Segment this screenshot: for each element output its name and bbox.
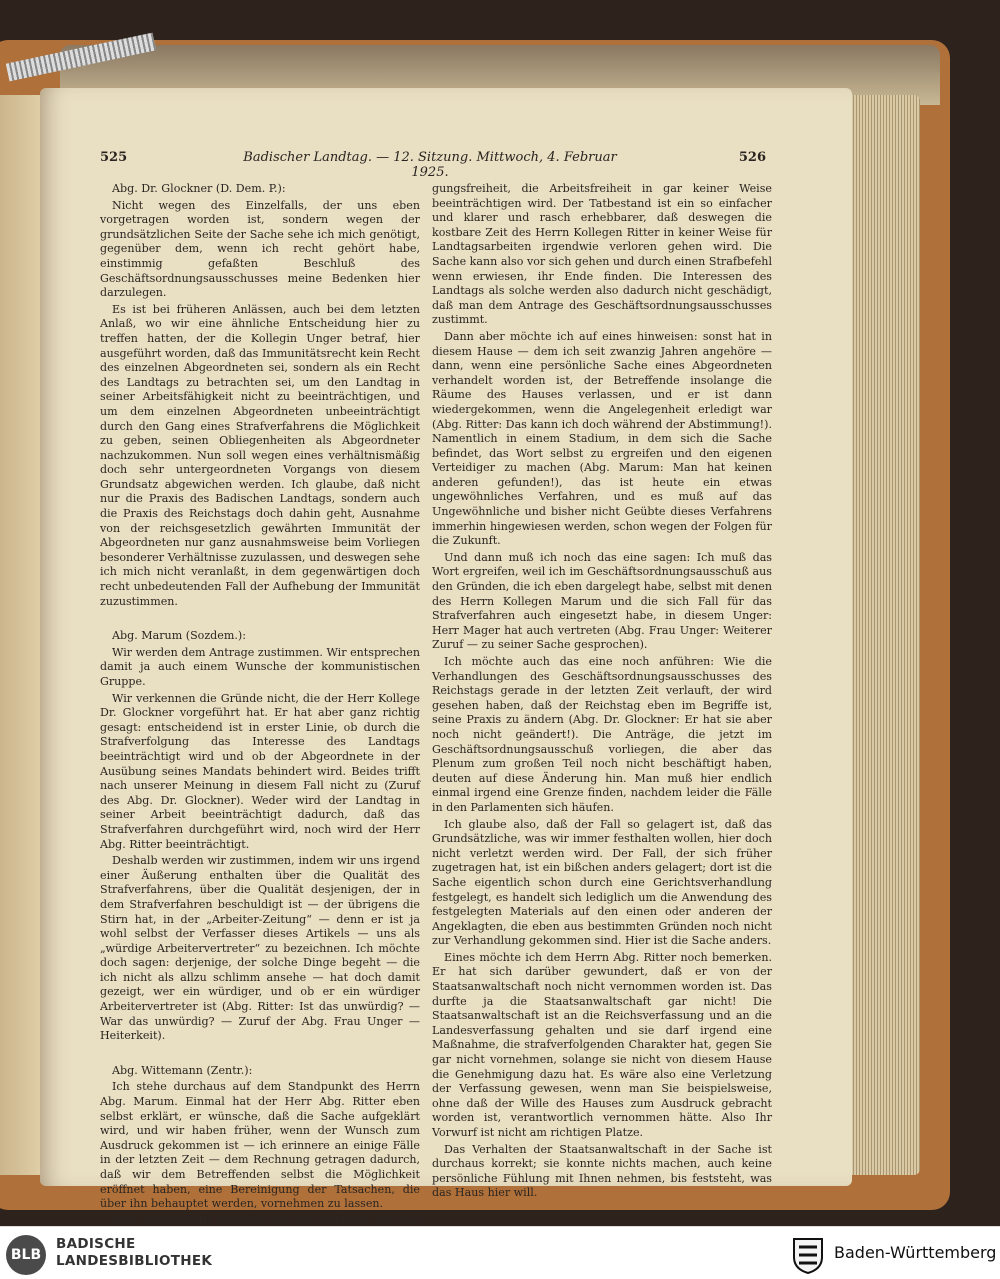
right-column	[432, 182, 772, 1203]
library-name-line1: BADISCHE	[56, 1236, 136, 1252]
document-page	[40, 88, 852, 1226]
paragraph: Ich möchte auch das eine noch anführen: Wie die Verhandlungen des Geschäftsordnungsausschusses des Reichstags gerade in der letzten Zeit verlauft, der wird gesehen haben, daß der Reichstag eben im Begriffe ist, seine Praxis zu ändern (Abg. Dr. Glockner: Er hat sie aber noch nicht geändert!). Die Anträge, die jetzt im Geschäftsordnungsausschuß vorliegen, die aber das Plenum zum großen Teil noch nicht beschäftigt haben, deuten auf diese Änderung hin. Man muß hier endlich einmal irgend eine Grenze finden, nachdem leider die Fälle in den Parlamenten sich häufen.	[432, 655, 772, 814]
paragraph: gungsfreiheit, die Arbeitsfreiheit in gar keiner Weise beeinträchtigen wird. Der Tatbestand ist ein so einfacher und klarer und rasch erhebbarer, daß deswegen die kostbare Zeit des Herrn Kollegen Ritter in keiner Weise für Landtagsarbeiten irgendwie verloren gehen wird. Die Sache kann also vor sich gehen und durch einen Strafbefehl wenn erwiesen, ihr Ende finden. Die Interessen des Landtags als solche werden also dadurch nicht geschädigt, daß man dem Antrage des Geschäftsordnungsausschusses zustimmt.	[432, 182, 772, 327]
paragraph: Es ist bei früheren Anlässen, auch bei dem letzten Anlaß, wo wir eine ähnliche Entscheidung hier zu treffen hatten, der die Kollegin Unger betraf, hier ausgeführt worden, daß das Immunitätsrecht kein Recht des einzelnen Abgeordneten sei, sondern als ein Recht des Landtags zu betrachten sei, um den Landtag in seiner Arbeitsfähigkeit nicht zu beeinträchtigen, und um dem einzelnen Abgeordneten unbeeinträchtigt durch den Gang eines Strafverfahrens die Möglichkeit zu geben, seinen Obliegenheiten als Abgeordneter nachzukommen. Nun soll wegen eines verhältnismäßig doch sehr untergeordneten Vorgangs von diesem Grundsatz abgewichen werden. Ich glaube, daß nicht nur die Praxis des Badischen Landtags, sondern auch die Praxis des Reichstags doch dahin geht, Ausnahme von der reichsgesetzlich gewährten Immunität der Abgeordneten nur ganz ausnahmsweise beim Vorliegen besonderer Verhältnisse zuzulassen, und deswegen sehe ich mich nicht veranlaßt, in dem gegenwärtigen doch recht unbedeutenden Fall der Aufhebung der Immunität zuzustimmen.	[100, 302, 420, 608]
paragraph: Wir werden dem Antrage zustimmen. Wir entsprechen damit ja auch einem Wunsche der kommunistischen Gruppe.	[100, 645, 420, 688]
paragraph: Deshalb werden wir zustimmen, indem wir uns irgend einer Äußerung enthalten über die Qualität des Strafverfahrens, über die Qualität desjenigen, der in dem Strafverfahren beschuldigt ist — der übrigens die Stirn hat, in der „Arbeiter-Zeitung“ — denn er ist ja wohl selbst der Verfasser dieses Artikels — uns als „würdige Arbeitervertreter“ zu bezeichnen. Ich möchte doch sagen: derjenige, der solche Dinge begeht — die ich nicht als allzu schlimm ansehe — hat doch damit gezeigt, wer ein würdiger, und ob er ein würdiger Arbeitervertreter ist (Abg. Ritter: Ist das unwürdig? — War das unwürdig? — Zuruf der Abg. Frau Unger — Heiterkeit).	[100, 854, 420, 1043]
page-edges	[848, 95, 920, 1175]
speaker-heading: Abg. Dr. Glockner (D. Dem. P.):	[112, 182, 286, 195]
speaker-heading: Abg. Marum (Sozdem.):	[112, 629, 246, 643]
paragraph: Das Verhalten der Staatsanwaltschaft in der Sache ist durchaus korrekt; sie konnte nichts machen, auch keine persönliche Fühlung mit Ihnen nehmen, bis feststeht, was das Haus hier will.	[432, 1142, 772, 1200]
library-name[interactable]	[56, 1236, 212, 1270]
page-number-left: 525	[100, 150, 128, 165]
paragraph: Ich glaube also, daß der Fall so gelagert ist, daß das Grundsätzliche, was wir immer festhalten wollen, hier doch nicht verletzt werden wird. Der Fall, der sich früher zugetragen hat, ist ein bißchen anders gelagert; dort ist die Sache eigentlich schon durch eine Gerichtsverhandlung festgelegt, es handelt sich lediglich um die Anwendung des festgelegten Materials auf den einen oder anderen der Angeklagten, die eben aus bestimmten Gründen noch nicht zur Verhandlung gekommen sind. Hier ist die Sache anders.	[432, 817, 772, 948]
baden-wuerttemberg-coat-of-arms-icon[interactable]	[790, 1235, 826, 1275]
paragraph: Nicht wegen des Einzelfalls, der uns eben vorgetragen worden ist, sondern wegen der grundsätzlichen Seite der Sache sehe ich mich genötigt, gegenüber dem, wenn ich recht gehört habe, einstimmig gefaßten Beschluß des Geschäftsordnungsausschusses meine Bedenken hier darzulegen.	[100, 198, 420, 300]
partner-name[interactable]: Baden-Württemberg	[834, 1243, 997, 1262]
running-header	[100, 150, 766, 180]
blb-logo-icon[interactable]: BLB	[6, 1235, 46, 1275]
paragraph: Wir verkennen die Gründe nicht, die der Herr Kollege Dr. Glockner vorgeführt hat. Er hat aber ganz richtig gesagt: entscheidend ist in erster Linie, ob durch die Strafverfolgung das Interesse des Landtags beeinträchtigt wird und ob der Abgeordnete in der Ausübung seines Mandats behindert wird. Beides trifft nach unserer Meinung in diesem Fall nicht zu (Zuruf des Abg. Dr. Glockner). Weder wird der Landtag in seiner Arbeit beeinträchtigt dadurch, daß das Strafverfahren durchgeführt wird, noch wird der Herr Abg. Ritter beeinträchtigt.	[100, 691, 420, 851]
viewer-footer	[0, 1226, 1000, 1279]
speaker-heading: Abg. Wittemann (Zentr.):	[112, 1063, 253, 1077]
library-name-line2: LANDESBIBLIOTHEK	[56, 1253, 213, 1269]
paragraph: Ich stehe durchaus auf dem Standpunkt des Herrn Abg. Marum. Einmal hat der Herr Abg. Ritter eben selbst erklärt, er wünsche, daß die Sache aufgeklärt wird, und wir haben früher, wenn der Wunsch zum Ausdruck gekommen ist — ich erinnere an einige Fälle in der letzten Zeit — dem Rechnung getragen dadurch, daß wir dem Betreffenden selbst die Möglichkeit eröffnet haben, eine Bereinigung der Tatsachen, die über ihn behauptet werden, vornehmen zu lassen.	[100, 1080, 420, 1211]
paragraph: Und dann muß ich noch das eine sagen: Ich muß das Wort ergreifen, weil ich im Geschäftsordnungsausschuß aus den Gründen, die ich eben dargelegt habe, selbst mit denen des Herrn Kollegen Marum und die sich Fall für das Strafverfahren auch eingesetzt habe, in diesem Unger: Herr Mager hat auch vertreten (Abg. Frau Unger: Weiterer Zuruf — zu seiner Sache gesprochen).	[432, 550, 772, 652]
paragraph: Eines möchte ich dem Herrn Abg. Ritter noch bemerken. Er hat sich darüber gewundert, daß er von der Staatsanwaltschaft noch nicht vernommen worden ist. Das durfte ja die Staatsanwaltschaft gar nicht! Die Staatsanwaltschaft ist an die Reichsverfassung und an die Landesverfassung gehalten und sie darf irgend eine Maßnahme, die strafverfolgenden Charakter hat, gegen Sie gar nicht vornehmen, solange sie nicht von diesem Hause die Genehmigung dazu hat. Es wäre also eine Verletzung der Verfassung gewesen, wenn man Sie beispielsweise, ohne daß der Wille des Hauses zum Ausdruck gebracht worden ist, verantwortlich vernommen hätte. Also Ihr Vorwurf ist nicht am richtigen Platze.	[432, 950, 772, 1139]
left-column	[100, 182, 420, 1226]
paragraph: Zum andern trifft durchaus zu: das Verfahren, um das	[112, 1213, 420, 1226]
page-number-right: 526	[738, 150, 766, 165]
header-title: Badischer Landtag. — 12. Sitzung. Mittwoch, 4. Februar 1925.	[243, 150, 617, 180]
paragraph: Dann aber möchte ich auf eines hinweisen: sonst hat in diesem Hause — dem ich seit zwanzig Jahren angehöre — dann, wenn eine persönliche Sache eines Abgeordneten verhandelt worden ist, der Betreffende insolange die Räume des Hauses verlassen, und er ist dann wiedergekommen, wenn die Angelegenheit erledigt war (Abg. Ritter: Das kann ich doch während der Abstimmung!). Namentlich in einem Stadium, in dem sich die Sache befindet, das Wort selbst zu ergreifen und den eigenen Verteidiger zu machen (Abg. Marum: Man hat keinen anderen gefunden!), das ist heute ein etwas ungewöhnliches Verfahren, und es muß auf das Ungewöhnliche und bisher nicht Geübte dieses Verfahrens immerhin hingewiesen werden, schon wegen der Folgen für die Zukunft.	[432, 329, 772, 548]
